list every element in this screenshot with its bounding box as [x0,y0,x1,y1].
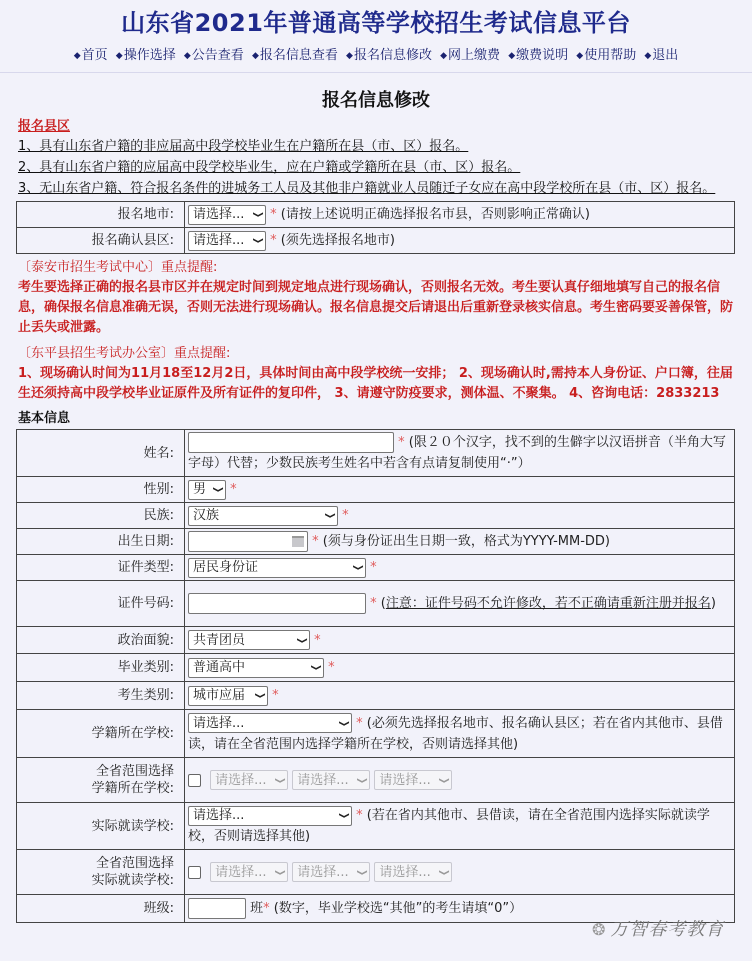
province-actual-school-checkbox[interactable] [188,866,201,879]
required-mark: * [356,715,363,731]
province-registered-school-label: 全省范围选择 [95,764,174,779]
political-status-select[interactable]: 共青团员 ❯ [188,630,310,650]
diamond-bullet-icon: ◆ [440,51,448,61]
nav-edit-registration[interactable]: ◆报名信息修改 [346,48,432,63]
nav-logout[interactable]: ◆退出 [644,48,679,63]
registered-school-label: 学籍所在学校: [17,710,185,758]
class-unit: 班 [250,901,264,916]
id-number-hint: 注意：证件号码不允许修改，若不正确请重新注册并报名 [385,596,711,611]
nav-view-registration[interactable]: ◆报名信息查看 [251,48,338,63]
actual-school-hint: (若在省内其他市、县借读，请在全省范围内选择实际就读学校，否则请选择其他) [188,808,710,844]
form-row-province-registered-school [17,758,735,803]
county-notice-heading: 报名县区 [18,119,71,134]
chevron-down-icon: ❯ [274,776,286,784]
name-label: 姓名: [17,430,185,477]
candidate-type-label: 考生类别: [17,682,185,710]
ethnicity-label: 民族: [17,503,185,529]
county-rule: 1、具有山东省户籍的非应届高中段学校毕业生在户籍所在县（市、区）报名。 [18,139,469,154]
page-title: 报名信息修改 [322,90,430,111]
taian-reminder [18,258,735,338]
chevron-down-icon: ❯ [254,692,266,699]
taian-reminder-text: 考生要选择正确的报名县市区并在规定时间到规定地点进行现场确认，否则报名无效。考生要认真仔细地填写自己的报名信息，确保报名信息准确无误，否则无法进行现场确认。报名信息提交后请退出后重新登录核实信息。考生密码要妥善保管，防止丢失或泄露。 [18,280,734,335]
graduation-type-select[interactable]: 普通高中 ❯ [188,658,324,678]
county-rule: 2、具有山东省户籍的应届高中段学校毕业生，应在户籍或学籍所在县（市、区）报名。 [18,160,521,175]
chevron-down-icon: ❯ [338,812,350,819]
chevron-down-icon: ❯ [212,486,224,493]
site-title: 山东省2021年普通高等学校招生考试信息平台 [121,9,631,37]
dongping-reminder [18,344,735,404]
city-label: 报名地市: [17,202,185,228]
required-mark: * [342,508,349,523]
form-row-candidate-type [17,682,735,710]
province-registered-school-select[interactable]: 请选择... ❯ [374,770,452,790]
class-hint: (数字，毕业学校选“其他”的考生请填“0”） [273,901,523,916]
id-type-select[interactable]: 居民身份证 ❯ [188,558,366,578]
basic-info-title: 基本信息 [18,411,71,426]
form-row-name [17,430,735,477]
province-actual-city-select[interactable]: 请选择... ❯ [210,862,288,882]
nav-help[interactable]: ◆使用帮助 [576,48,637,63]
form-row-ethnicity [17,503,735,529]
nav-payment-info[interactable]: ◆缴费说明 [508,48,569,63]
candidate-type-select[interactable]: 城市应届 ❯ [188,686,268,706]
required-mark: * [314,632,321,648]
id-number-hint-prefix: ( [380,596,386,611]
province-actual-school-select[interactable]: 请选择... ❯ [374,862,452,882]
chevron-down-icon: ❯ [310,664,322,671]
city-select[interactable]: 请选择... ❯ [188,205,266,225]
required-mark: * [328,660,335,675]
chevron-down-icon: ❯ [296,636,308,644]
main-nav [0,44,752,63]
required-mark: * [370,560,377,575]
id-number-label: 证件号码: [17,581,185,627]
nav-home[interactable]: ◆首页 [73,48,108,63]
form-row-political-status [17,627,735,654]
form-row-county [17,228,735,254]
required-mark: * [272,688,279,703]
id-type-label: 证件类型: [17,555,185,581]
city-hint: (请按上述说明正确选择报名市县，否则影响正常确认) [280,207,590,222]
form-row-birth-date [17,529,735,555]
required-mark: * [356,808,363,823]
diamond-bullet-icon: ◆ [576,51,584,61]
id-number-hint-suffix: ) [710,596,716,611]
chevron-down-icon: ❯ [274,868,286,876]
province-actual-school-label: 全省范围选择 [95,856,174,871]
chevron-down-icon: ❯ [352,564,364,571]
chevron-down-icon: ❯ [338,719,350,727]
name-input[interactable] [188,432,394,453]
site-header [0,0,752,73]
required-mark: * [270,207,277,222]
birth-date-label: 出生日期: [17,529,185,555]
required-mark: * [398,435,405,450]
actual-school-select[interactable]: 请选择... ❯ [188,806,352,826]
diamond-bullet-icon: ◆ [644,51,652,61]
actual-school-label: 实际就读学校: [17,803,185,850]
form-row-actual-school [17,803,735,850]
required-mark: * [370,596,377,611]
chevron-down-icon: ❯ [438,868,450,876]
diamond-bullet-icon: ◆ [346,51,353,61]
graduation-type-label: 毕业类别: [17,654,185,682]
form-row-id-number [17,581,735,627]
province-actual-county-select[interactable]: 请选择... ❯ [292,862,370,882]
basic-info-form [16,429,735,923]
chevron-down-icon: ❯ [252,211,264,218]
political-status-label: 政治面貌: [17,627,185,654]
form-row-registered-school [17,710,735,758]
form-row-city [17,202,735,228]
required-mark: * [263,901,270,916]
province-registered-school-label-2: 学籍所在学校: [91,781,174,796]
chevron-down-icon: ❯ [356,776,368,784]
diamond-bullet-icon: ◆ [251,51,259,61]
form-row-province-actual-school [17,850,735,895]
province-registered-school-checkbox[interactable] [188,774,201,787]
location-form [16,201,735,254]
chevron-down-icon: ❯ [324,512,336,519]
nav-operation-select[interactable]: ◆操作选择 [115,48,176,63]
ethnicity-select[interactable]: 汉族 ❯ [188,506,338,526]
registered-school-select[interactable]: 请选择... ❯ [188,713,352,733]
watermark: ❂ 万智春考教育 [592,919,725,940]
taian-reminder-title: 〔泰安市招生考试中心〕重点提醒: [18,260,218,275]
class-label: 班级: [17,895,185,923]
name-hint: (限２０个汉字，找不到的生僻字以汉语拼音（半角大写字母）代替；少数民族考生姓名中若含有点请复制使用“·”） [188,435,726,471]
form-row-graduation-type [17,654,735,682]
county-rule: 3、无山东省户籍、符合报名条件的进城务工人员及其他非户籍就业人员随迁子女应在高中段学校所在县（市、区）报名。 [18,181,716,196]
province-registered-county-select[interactable]: 请选择... ❯ [292,770,370,790]
required-mark: * [312,534,319,549]
required-mark: * [230,482,237,497]
county-label: 报名确认县区: [17,228,185,254]
diamond-bullet-icon: ◆ [115,51,123,61]
county-select[interactable]: 请选择... ❯ [188,231,266,251]
province-registered-city-select[interactable]: 请选择... ❯ [210,770,288,790]
birth-date-hint: (须与身份证出生日期一致，格式为YYYY-MM-DD) [322,534,610,549]
birth-date-input[interactable] [188,531,308,552]
nav-announcements[interactable]: ◆公告查看 [183,48,244,63]
diamond-bullet-icon: ◆ [73,51,81,61]
main-content [0,118,752,923]
registered-school-hint: (必须先选择报名地市、报名确认县区；若在省内其他市、县借读，请在全省范围内选择学籍所在学校，否则请选择其他) [188,715,723,752]
id-number-input[interactable] [188,593,366,614]
class-input[interactable] [188,898,246,919]
wechat-icon: ❂ [592,920,607,939]
nav-online-payment[interactable]: ◆网上缴费 [440,48,501,63]
calendar-icon[interactable] [292,536,304,547]
form-row-id-type [17,555,735,581]
gender-select[interactable]: 男 ❯ [188,480,226,500]
county-hint: (须先选择报名地市) [280,233,395,248]
dongping-reminder-title: 〔东平县招生考试办公室〕重点提醒: [18,346,231,361]
required-mark: * [270,233,277,248]
province-actual-school-label-2: 实际就读学校: [91,873,174,888]
chevron-down-icon: ❯ [252,237,264,244]
diamond-bullet-icon: ◆ [183,51,191,61]
diamond-bullet-icon: ◆ [508,51,516,61]
form-row-gender [17,477,735,503]
chevron-down-icon: ❯ [438,776,450,784]
chevron-down-icon: ❯ [356,868,368,876]
dongping-reminder-text: 1、现场确认时间为11月18至12月2日，具体时间由高中段学校统一安排； 2、现场确认时,需持本人身份证、户口簿，往届生还须持高中段学校毕业证原件及所有证件的复印件， 3、请遵守防疫要求，测体温、不聚集。 4、咨询电话：2833213 [18,366,733,401]
gender-label: 性别: [17,477,185,503]
